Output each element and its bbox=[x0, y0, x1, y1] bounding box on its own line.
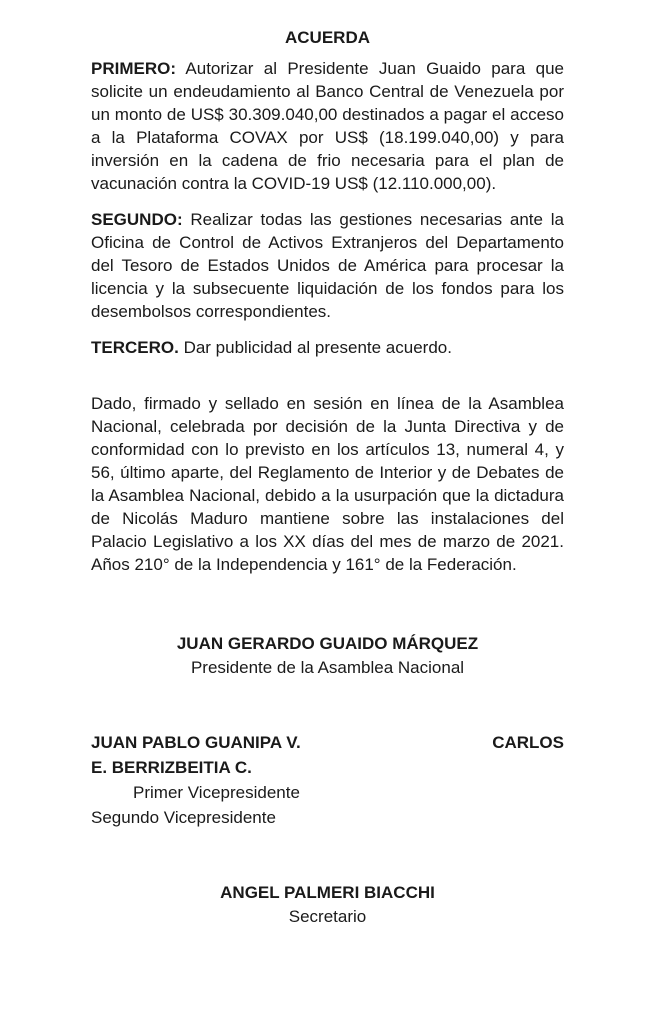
president-signature bbox=[91, 632, 564, 680]
article-primero-text: Autorizar al Presidente Juan Guaido para que solicite un endeudamiento al Banco Central de Venezuela por un monto de US$ 30.309.040,00 destinados a pagar el acceso a la Plataforma COVAX por US$ (18.199.040,00) y para inversión en la cadena de frio necesaria para el plan de vacunación contra la COVID-19 US$ (12.110.000,00). bbox=[91, 59, 564, 193]
article-tercero-text: Dar publicidad al presente acuerdo. bbox=[178, 338, 452, 357]
article-tercero bbox=[91, 336, 564, 359]
president-name: JUAN GERARDO GUAIDO MÁRQUEZ bbox=[176, 634, 479, 653]
first-vp-name: JUAN PABLO GUANIPA V. bbox=[91, 733, 301, 752]
article-segundo-text: Realizar todas las gestiones necesarias ante la Oficina de Control de Activos Extranjeros del Departamento del Tesoro de Estados Unidos de América para procesar la licencia y la subsecuente liquidación de los fondos para los desembolsos correspondientes. bbox=[91, 210, 564, 321]
first-vp-role: Primer Vicepresidente bbox=[133, 783, 300, 802]
closing-paragraph: Dado, firmado y sellado en sesión en línea de la Asamblea Nacional, celebrada por decisión de la Junta Directiva y de conformidad con lo previsto en los artículos 13, numeral 4, y 56, último aparte, del Reglamento de Interior y de Debates de la Asamblea Nacional, debido a la usurpación que la dictadura de Nicolás Maduro mantiene sobre las instalaciones del Palacio Legislativo a los XX días del mes de marzo de 2021. Años 210° de la Independencia y 161° de la Federación. bbox=[91, 394, 564, 574]
secretary-name: ANGEL PALMERI BIACCHI bbox=[220, 883, 435, 902]
article-primero-label: PRIMERO: bbox=[91, 59, 176, 78]
article-tercero-label: TERCERO. bbox=[91, 338, 179, 357]
document-page bbox=[91, 26, 564, 929]
president-role: Presidente de la Asamblea Nacional bbox=[190, 658, 465, 677]
second-vp-role: Segundo Vicepresidente bbox=[91, 808, 276, 827]
vicepresidents-names-line1 bbox=[91, 730, 564, 755]
article-segundo-label: SEGUNDO: bbox=[91, 210, 183, 229]
article-segundo bbox=[91, 208, 564, 323]
second-vp-name-start: CARLOS bbox=[492, 733, 564, 752]
document-heading: ACUERDA bbox=[285, 28, 370, 47]
secretary-signature bbox=[91, 881, 564, 929]
vicepresidents-signature bbox=[91, 730, 564, 830]
second-vp-name-end: E. BERRIZBEITIA C. bbox=[91, 758, 252, 777]
secretary-role: Secretario bbox=[288, 907, 367, 926]
article-primero bbox=[91, 57, 564, 195]
